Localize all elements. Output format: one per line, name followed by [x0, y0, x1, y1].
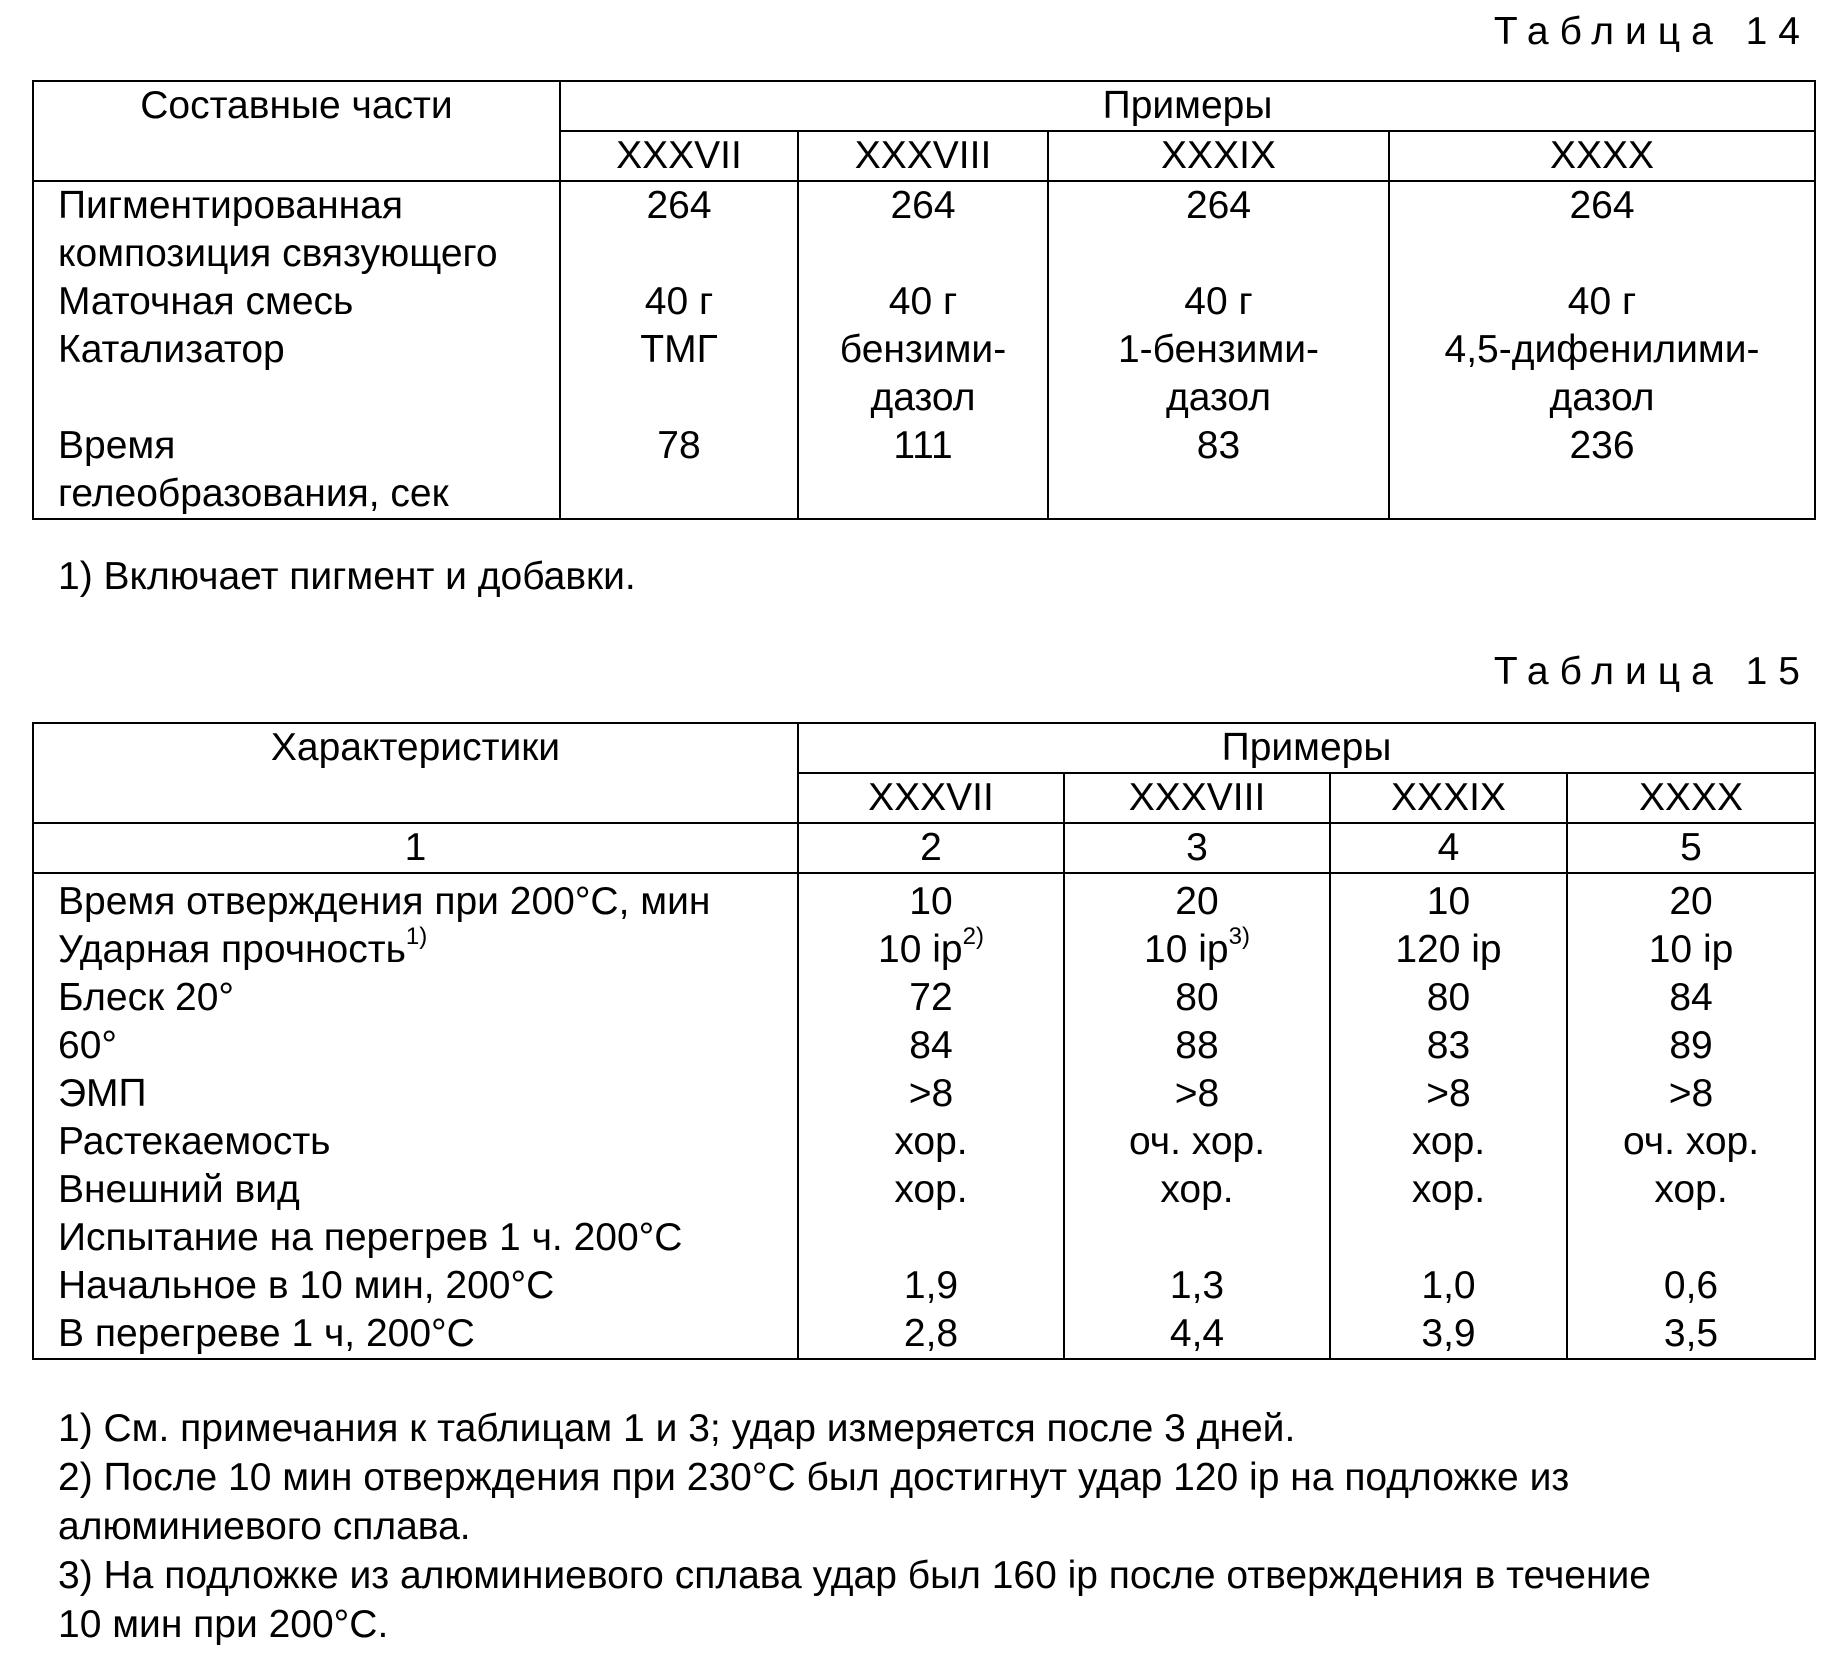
data-column — [798, 873, 1064, 1359]
footnote: 1) См. примечания к таблицам 1 и 3; удар измеряется после 3 дней. — [58, 1407, 1296, 1450]
column-header: XXXVII — [798, 773, 1064, 823]
cell-value: хор. — [894, 1120, 968, 1163]
cell-value: 40 г — [888, 280, 958, 323]
header-characteristics: Характеристики — [33, 723, 798, 823]
table-14-footnotes — [58, 552, 1818, 601]
cell-value: 80 — [1175, 976, 1219, 1019]
cell-value: хор. — [894, 1168, 968, 1211]
cell-value: бензими- — [839, 328, 1007, 371]
footnote: 2) После 10 мин отверждения при 230°С был достигнут удар 120 ip на подложке из — [58, 1456, 1570, 1499]
column-header: XXXIX — [1048, 131, 1389, 181]
cell-value: 80 — [1426, 976, 1471, 1019]
cell-value: оч. хор. — [1128, 1120, 1266, 1163]
column-number: 2 — [798, 823, 1064, 873]
row-label: 60° — [58, 1024, 117, 1067]
cell-value: дазол — [1165, 376, 1272, 419]
data-column — [798, 181, 1048, 519]
cell-value: >8 — [1668, 1072, 1714, 1115]
cell-value: 3,9 — [1421, 1312, 1476, 1355]
row-label: Маточная смесь — [58, 280, 354, 323]
cell-value: 111 — [893, 424, 953, 467]
cell-value — [561, 470, 797, 518]
cell-value — [1390, 230, 1814, 278]
cell-value: 83 — [1196, 424, 1241, 467]
data-column — [1330, 873, 1567, 1359]
cell-text: 10 ip — [878, 928, 963, 971]
cell-value: 1-бензими- — [1117, 328, 1320, 371]
row-label: Растекаемость — [58, 1120, 331, 1163]
row-label: Время — [58, 424, 176, 467]
footnote: 1) Включает пигмент и добавки. — [58, 555, 636, 598]
row-label — [34, 374, 559, 422]
table-14-caption: Таблица 14 — [1493, 10, 1811, 53]
cell-value: 84 — [909, 1024, 953, 1067]
cell-value: 264 — [646, 184, 712, 227]
row-label: В перегреве 1 ч, 200°С — [58, 1312, 475, 1355]
row-label: Испытание на перегрев 1 ч. 200°С — [58, 1216, 683, 1259]
cell-value: 20 — [1669, 880, 1713, 923]
cell-value: 2,8 — [903, 1312, 959, 1355]
cell-value: 264 — [1569, 184, 1635, 227]
cell-value — [799, 923, 1063, 974]
row-label: Начальное в 10 мин, 200°С — [58, 1264, 555, 1307]
footnote: 3) На подложке из алюминиевого сплава удар был 160 ip после отверждения в течение — [58, 1554, 1651, 1597]
cell-value: 4,4 — [1169, 1312, 1225, 1355]
column-header: XXXVII — [560, 131, 798, 181]
cell-value: хор. — [1411, 1168, 1486, 1211]
cell-value: 120 ip — [1395, 928, 1502, 971]
header-components: Составные части — [33, 81, 560, 181]
header-examples: Примеры — [798, 723, 1815, 773]
cell-value: 89 — [1669, 1024, 1713, 1067]
cell-value — [1049, 470, 1388, 518]
cell-text: 10 ip — [1144, 928, 1229, 971]
table-14 — [32, 80, 1816, 520]
row-label: Блеск 20° — [58, 976, 234, 1019]
row-label: ЭМП — [58, 1072, 147, 1115]
cell-value — [1049, 230, 1388, 278]
data-column — [1567, 873, 1815, 1359]
cell-value: 83 — [1426, 1024, 1471, 1067]
cell-value: ТМГ — [640, 328, 718, 371]
cell-value — [799, 230, 1047, 278]
header-examples: Примеры — [560, 81, 1815, 131]
cell-value: 236 — [1569, 424, 1635, 467]
cell-value — [799, 1214, 1063, 1262]
table-15 — [32, 722, 1816, 1360]
column-header: XXXX — [1389, 131, 1815, 181]
row-label-text: Ударная прочность — [58, 928, 406, 971]
column-number: 3 — [1064, 823, 1330, 873]
cell-value: 1,0 — [1421, 1264, 1476, 1307]
row-label: Пигментированная — [58, 184, 403, 227]
cell-value: 3,5 — [1663, 1312, 1719, 1355]
footnote: 10 мин при 200°С. — [58, 1603, 389, 1646]
column-header: XXXVIII — [798, 131, 1048, 181]
column-number: 1 — [33, 823, 798, 873]
cell-value: дазол — [1549, 376, 1655, 419]
cell-value: 10 ip — [1648, 928, 1734, 971]
row-label: Катализатор — [58, 328, 285, 371]
cell-value — [1331, 1214, 1566, 1262]
data-column — [1389, 181, 1815, 519]
column-header: XXXIX — [1330, 773, 1567, 823]
table-15-footnotes — [58, 1404, 1818, 1649]
cell-value — [1390, 470, 1814, 518]
cell-value: 10 — [1426, 880, 1471, 923]
cell-value: хор. — [1160, 1168, 1234, 1211]
footnote-marker: 1) — [405, 923, 428, 950]
cell-value: 20 — [1175, 880, 1219, 923]
cell-value: 40 г — [1567, 280, 1637, 323]
cell-value: 1,3 — [1169, 1264, 1225, 1307]
cell-value: 72 — [909, 976, 953, 1019]
table-15-caption: Таблица 15 — [1493, 650, 1811, 693]
data-column — [1064, 873, 1330, 1359]
cell-value: >8 — [1426, 1072, 1471, 1115]
cell-value: 84 — [1669, 976, 1713, 1019]
cell-value: дазол — [870, 376, 976, 419]
row-labels-cell — [33, 873, 798, 1359]
cell-value — [1065, 923, 1329, 974]
cell-value: 40 г — [1184, 280, 1253, 323]
cell-value: 4,5-дифенилими- — [1444, 328, 1760, 371]
cell-value: хор. — [1654, 1168, 1728, 1211]
row-label — [34, 923, 797, 974]
row-label: композиция связующего — [58, 232, 498, 275]
cell-value — [561, 230, 797, 278]
cell-value: оч. хор. — [1622, 1120, 1760, 1163]
cell-value: 10 — [909, 880, 953, 923]
column-number: 5 — [1567, 823, 1815, 873]
column-header: XXXVIII — [1064, 773, 1330, 823]
row-label: гелеобразования, сек — [58, 472, 449, 515]
cell-value: 40 г — [644, 280, 714, 323]
cell-value — [799, 470, 1047, 518]
footnote: алюминиевого сплава. — [58, 1505, 471, 1548]
cell-value: 264 — [890, 184, 956, 227]
cell-value: >8 — [908, 1072, 954, 1115]
cell-value: 88 — [1175, 1024, 1219, 1067]
cell-value — [561, 374, 797, 422]
cell-value — [1065, 1214, 1329, 1262]
row-labels-cell — [33, 181, 560, 519]
footnote-marker: 3) — [1228, 923, 1250, 950]
cell-value: 0,6 — [1663, 1264, 1719, 1307]
data-column — [1048, 181, 1389, 519]
cell-value: хор. — [1411, 1120, 1486, 1163]
cell-value: >8 — [1174, 1072, 1220, 1115]
row-label: Время отверждения при 200°С, мин — [58, 880, 711, 923]
cell-value: 264 — [1185, 184, 1252, 227]
cell-value: 1,9 — [903, 1264, 959, 1307]
column-header: XXXX — [1567, 773, 1815, 823]
row-label: Внешний вид — [58, 1168, 300, 1211]
cell-value: 78 — [657, 424, 701, 467]
row-labels — [34, 182, 559, 518]
column-number: 4 — [1330, 823, 1567, 873]
footnote-marker: 2) — [962, 923, 984, 950]
cell-value — [1568, 1214, 1814, 1262]
data-column — [560, 181, 798, 519]
